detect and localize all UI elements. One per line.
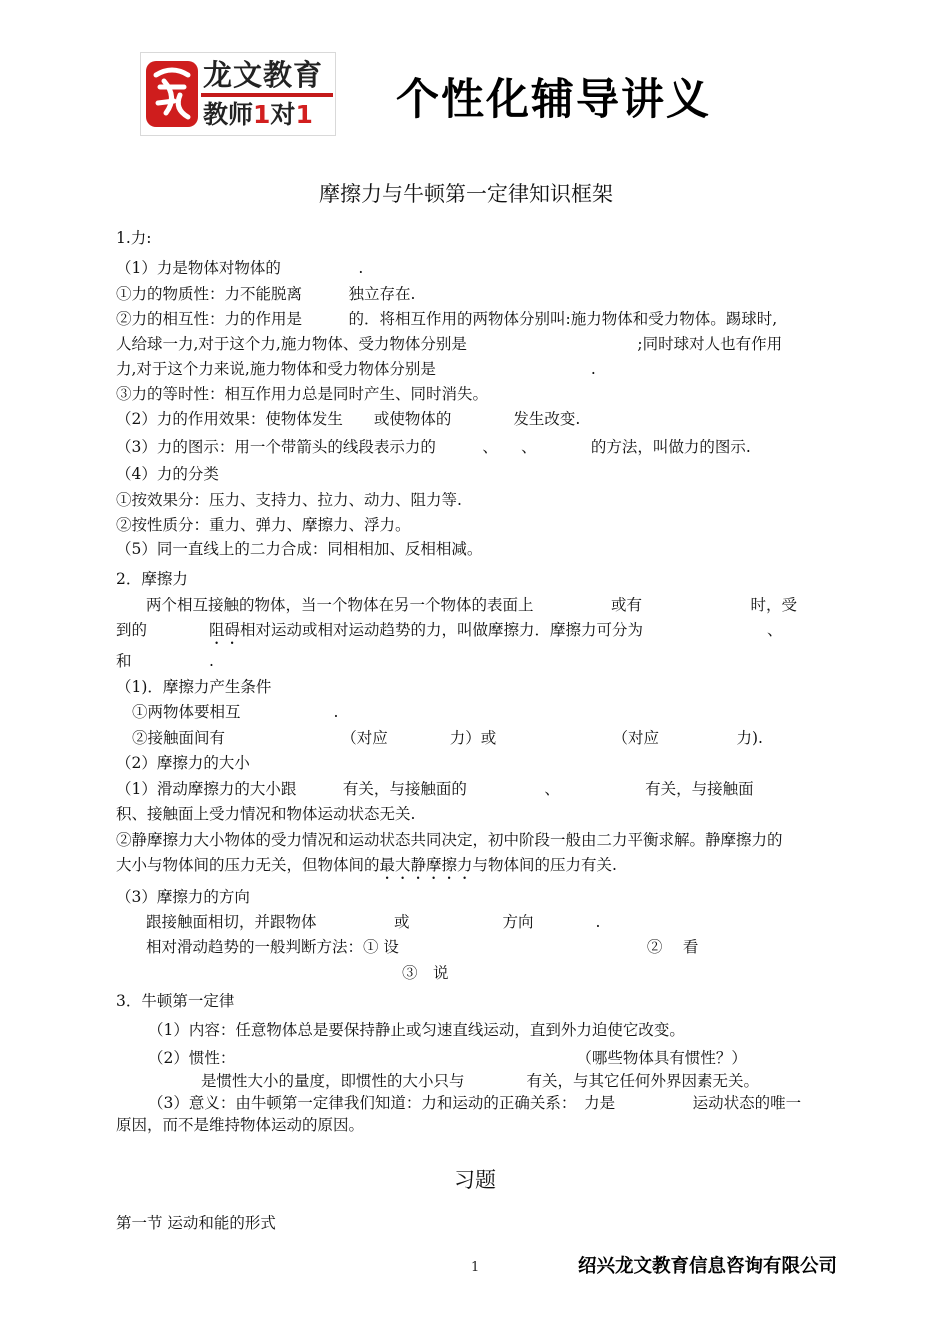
subsection-heading: （2）摩擦力的大小 [116,754,250,772]
text-span: 与物体间的压力有关. [472,856,617,874]
text-line: （4）力的分类 [116,465,219,483]
text-line [116,854,617,883]
logo-tagline [203,99,313,131]
text-line: ①按效果分：压力、支持力、拉力、动力、阻力等. [116,491,462,509]
text-line: ②静摩擦力大小物体的受力情况和运动状态共同决定，初中阶段一般由二力平衡求解。静摩擦力的 [116,831,783,849]
doc-title: 摩擦力与牛顿第一定律知识框架 [319,182,613,206]
text-line: 原因，而不是维持物体运动的原因。 [116,1116,365,1134]
text-line: 是惯性大小的量度，即惯性的大小只与 有关，与其它任何外界因素无关。 [201,1072,760,1090]
logo-tagline-prefix: 教师 [203,100,254,129]
exercises-subheading: 第一节 运动和能的形式 [116,1214,276,1232]
text-span: 到的 [116,621,210,639]
logo-tagline-num1: 1 [253,100,271,129]
text-line: （3）力的图示：用一个带箭头的线段表示力的 、 、 的方法，叫做力的图示. [116,438,751,456]
company-logo [140,52,336,136]
text-line: 积、接触面上受力情况和物体运动状态无关. [116,805,416,823]
subsection-heading: （3）摩擦力的方向 [116,888,250,906]
text-line: 两个相互接触的物体，当一个物体在另一个物体的表面上 或有 时，受 [146,596,798,614]
text-span: 相对运动或相对运动趋势的力，叫做摩擦力．摩擦力可分为 、 [240,621,783,639]
text-line: ②按性质分：重力、弹力、摩擦力、浮力。 [116,516,411,534]
section-2-heading: 2．摩擦力 [116,570,188,588]
logo-tagline-mid: 对 [270,100,296,129]
text-line: ③力的等时性：相互作用力总是同时产生、同时消失。 [116,385,489,403]
text-line: ②接触面间有 （对应 力）或 （对应 力). [132,729,763,747]
exercises-title: 习题 [454,1168,496,1192]
page-title: 个性化辅导讲义 [396,75,711,125]
text-line: 力,对于这个力来说,施力物体和受力物体分别是 . [116,360,596,378]
text-line: （3）意义：由牛顿第一定律我们知道：力和运动的正确关系： 力是 运动状态的唯一 [148,1094,802,1112]
section-3-heading: 3．牛顿第一定律 [116,992,235,1010]
company-name: 绍兴龙文教育信息咨询有限公司 [577,1256,837,1277]
seal-icon [144,57,200,131]
text-line: 人给球一力,对于这个力,施力物体、受力物体分别是 ;同时球对人也有作用 [116,335,783,353]
text-span: 大小与物体间的压力无关，但物体间的 [116,856,380,874]
logo-tagline-num2: 1 [295,100,313,129]
text-line: ②力的相互性：力的作用是 的．将相互作用的两物体分别叫:施力物体和受力物体。踢球时, [116,310,778,328]
emphasis-text: 阻 [209,621,225,639]
emphasis-text: 最大静摩擦力 [379,856,473,874]
subsection-heading: （1)．摩擦力产生条件 [116,678,272,696]
text-line: ③ 说 [402,964,449,982]
text-line [116,619,783,648]
text-line: （1）滑动摩擦力的大小跟 有关，与接触面的 、 有关，与接触面 [116,780,754,798]
logo-brand-text: 龙文教育 [203,58,324,92]
emphasis-text: 碍 [224,621,241,639]
text-line: 和 . [116,652,214,670]
text-line: （2）惯性： （哪些物体具有惯性？） [148,1049,747,1067]
page-number: 1 [471,1260,480,1275]
text-line: （5）同一直线上的二力合成：同相相加、反相相减。 [116,540,483,558]
text-line: 相对滑动趋势的一般判断方法：① 设 ② 看 [146,938,699,956]
text-line: ①两物体要相互 . [132,703,339,721]
text-line: （2）力的作用效果：使物体发生 或使物体的 发生改变. [116,410,581,428]
text-line: （1）内容：任意物体总是要保持静止或匀速直线运动，直到外力迫使它改变。 [148,1021,685,1039]
text-line: ①力的物质性：力不能脱离 独立存在. [116,285,416,303]
text-line: 跟接触面相切，并跟物体 或 方向 . [146,913,601,931]
text-line: （1）力是物体对物体的 . [116,259,364,277]
logo-divider [201,93,333,97]
section-1-heading: 1.力: [116,229,152,247]
